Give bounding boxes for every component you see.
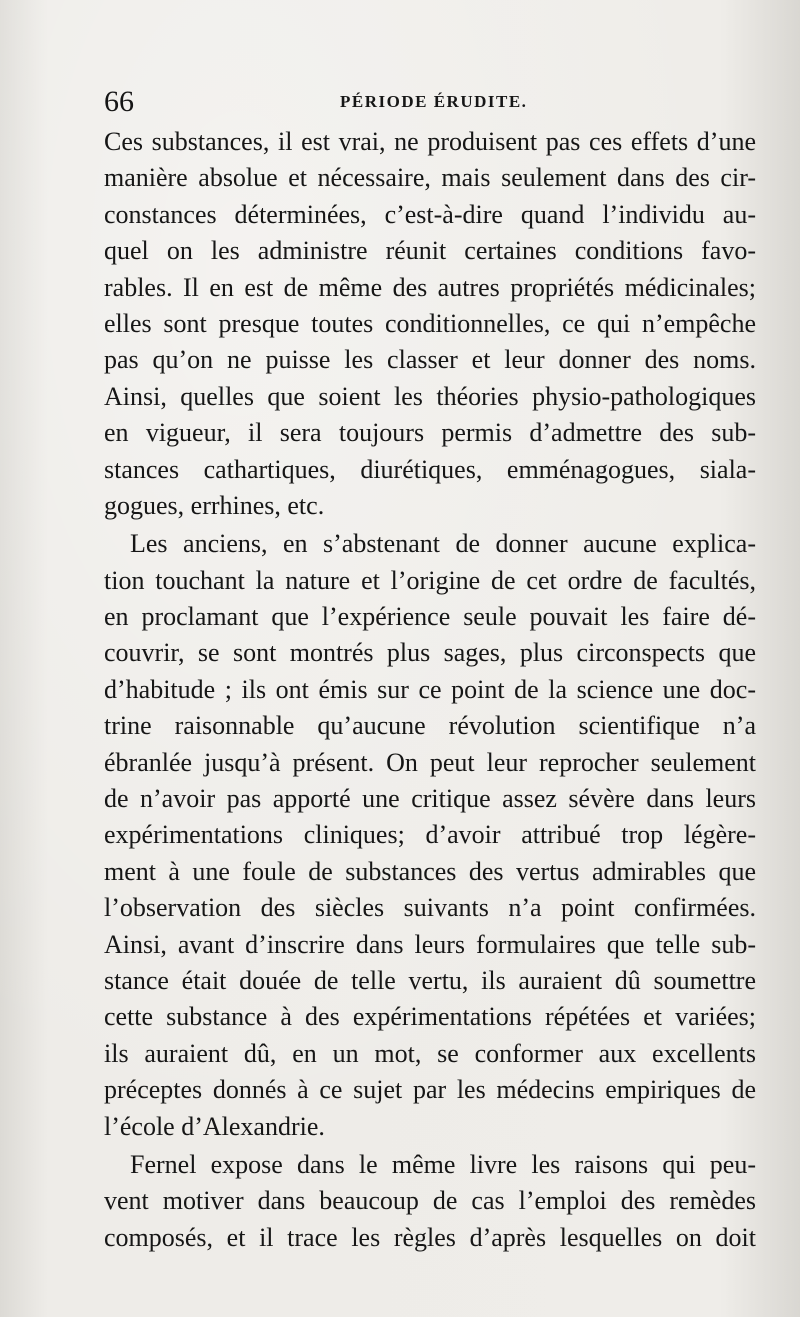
paragraph-1 xyxy=(104,124,756,524)
text-line: expérimentations cliniques; d’avoir attribué trop légère- xyxy=(104,820,756,850)
text-line: de n’avoir pas apporté une critique assez sévère dans leurs xyxy=(104,784,756,814)
text-line: constances déterminées, c’est-à-dire quand l’individu au- xyxy=(104,199,756,229)
text-line: Ces substances, il est vrai, ne produisent pas ces effets d’une xyxy=(104,127,756,156)
text-line: Ainsi, avant d’inscrire dans leurs formulaires que telle sub- xyxy=(104,929,756,959)
text-line: stance était douée de telle vertu, ils auraient dû soumettre xyxy=(104,965,756,995)
text-line: l’école d’Alexandrie. xyxy=(104,1111,325,1141)
text-line: Fernel expose dans le même livre les raisons qui peu- xyxy=(130,1149,756,1179)
body-text xyxy=(104,124,756,1256)
paragraph-3 xyxy=(104,1147,756,1256)
text-line: elles sont presque toutes conditionnelles, ce qui n’empêche xyxy=(104,308,756,338)
text-line: Les anciens, en s’abstenant de donner aucune explica- xyxy=(130,529,756,559)
text-line: en proclamant que l’expérience seule pouvait les faire dé- xyxy=(104,602,756,632)
page-number: 66 xyxy=(104,85,134,118)
text-line: pas qu’on ne puisse les classer et leur donner des noms. xyxy=(104,345,756,375)
text-line: préceptes donnés à ce sujet par les médecins empiriques de xyxy=(104,1075,756,1105)
text-line: gogues, errhines, etc. xyxy=(104,490,325,520)
running-title: PÉRIODE ÉRUDITE. xyxy=(340,92,528,111)
text-line: cette substance à des expérimentations répétées et variées; xyxy=(104,1002,756,1032)
text-line: rables. Il en est de même des autres propriétés médicinales; xyxy=(104,272,756,302)
text-line: d’habitude ; ils ont émis sur ce point de la science une doc- xyxy=(104,674,756,704)
paragraph-2 xyxy=(104,526,756,1145)
text-line: ébranlée jusqu’à présent. On peut leur reprocher seulement xyxy=(104,747,756,777)
text-line: trine raisonnable qu’aucune révolution scientifique n’a xyxy=(104,711,756,741)
text-line: Ainsi, quelles que soient les théories physio-pathologiques xyxy=(104,381,756,411)
text-line: ment à une foule de substances des vertus admirables que xyxy=(104,856,756,886)
text-line: composés, et il trace les règles d’après lesquelles on doit xyxy=(104,1222,756,1252)
text-line: l’observation des siècles suivants n’a point confirmées. xyxy=(104,893,756,923)
text-line: ils auraient dû, en un mot, se conformer aux excellents xyxy=(104,1038,756,1068)
text-line: quel on les administre réunit certaines conditions favo- xyxy=(104,236,756,266)
text-line: stances cathartiques, diurétiques, emménagogues, siala- xyxy=(104,454,756,484)
text-line: tion touchant la nature et l’origine de cet ordre de facultés, xyxy=(104,565,756,595)
text-line: vent motiver dans beaucoup de cas l’emploi des remèdes xyxy=(104,1186,756,1216)
text-line: manière absolue et nécessaire, mais seulement dans des cir- xyxy=(104,163,756,193)
running-head xyxy=(104,86,754,118)
text-line: couvrir, se sont montrés plus sages, plus circonspects que xyxy=(104,638,756,668)
text-line: en vigueur, il sera toujours permis d’admettre des sub- xyxy=(104,418,756,448)
